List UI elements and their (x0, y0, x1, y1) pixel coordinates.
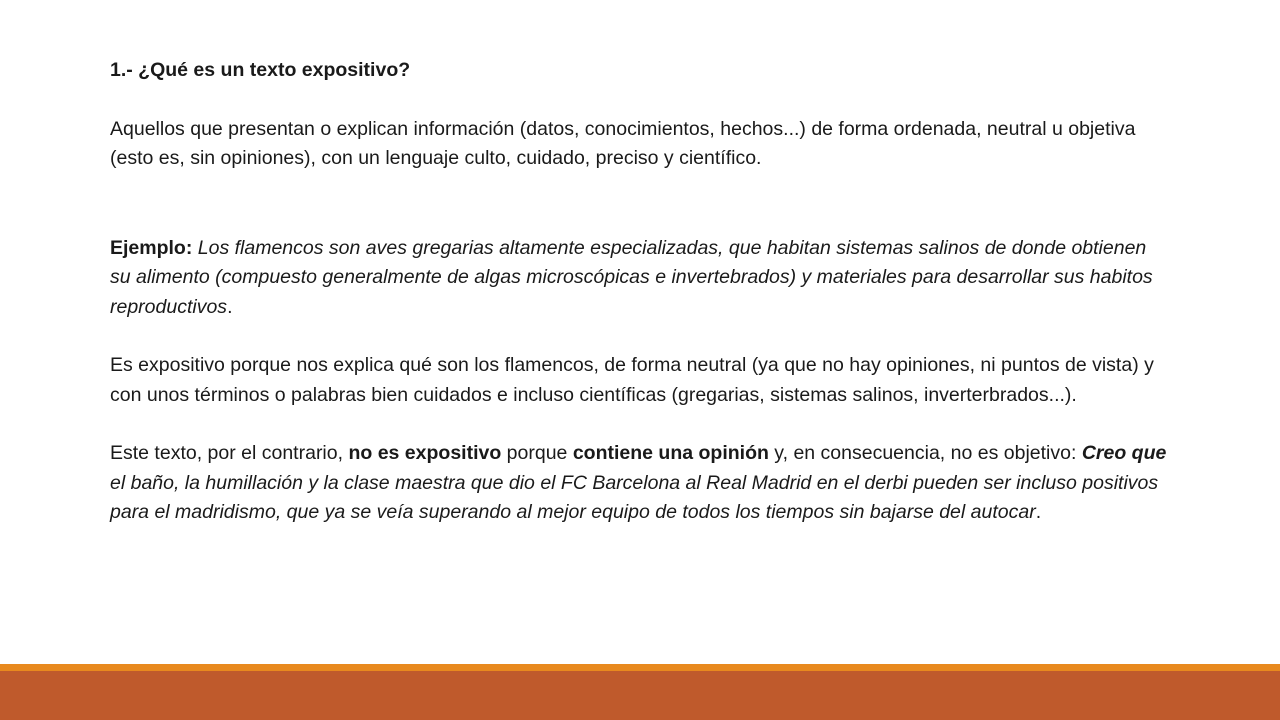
counter-text-3: y, en consecuencia, no es objetivo: (768, 442, 1082, 464)
footer-accent-bar (0, 664, 1280, 671)
counter-bold-2: contiene una opinión (572, 442, 769, 464)
counterexample-paragraph (110, 439, 1170, 528)
example-paragraph (110, 234, 1170, 323)
example-label: Ejemplo: (110, 236, 193, 259)
slide-content (110, 56, 1170, 528)
counter-bold-1: no es expositivo (348, 442, 502, 464)
explanation-paragraph: Es expositivo porque nos explica qué son los flamencos, de forma neutral (ya que no hay opiniones, ni puntos de vista) y con unos términos o palabras bien cuidados e incluso científicas (gregarias, sistemas salinos, inverterbrados...). (110, 354, 1154, 406)
slide-title: 1.- ¿Qué es un texto expositivo? (110, 59, 411, 81)
counter-text-1: Este texto, por el contrario, (110, 442, 349, 464)
counter-end: . (1035, 501, 1042, 523)
counter-bold-italic: Creo que (1081, 442, 1167, 464)
example-text: Los flamencos son aves gregarias altamente especializadas, que habitan sistemas salinos de donde obtienen su alimento (compuesto generalmente de algas microscópicas e invertebrados) y materiales para desarrollar sus habitos reproductivos (110, 236, 1153, 318)
example-end: . (227, 295, 233, 318)
counter-text-2: porque (501, 442, 573, 464)
footer-bar (0, 671, 1280, 720)
definition-paragraph: Aquellos que presentan o explican información (datos, conocimientos, hechos...) de forma ordenada, neutral u objetiva (esto es, sin opiniones), con un lenguaje culto, cuidado, preciso y científico. (110, 117, 1136, 169)
counter-italic-text: el baño, la humillación y la clase maestra que dio el FC Barcelona al Real Madrid en el derbi pueden ser incluso positivos para el madridismo, que ya se veía superando al mejor equipo de todos los tiempos sin bajarse del autocar (110, 471, 1159, 523)
